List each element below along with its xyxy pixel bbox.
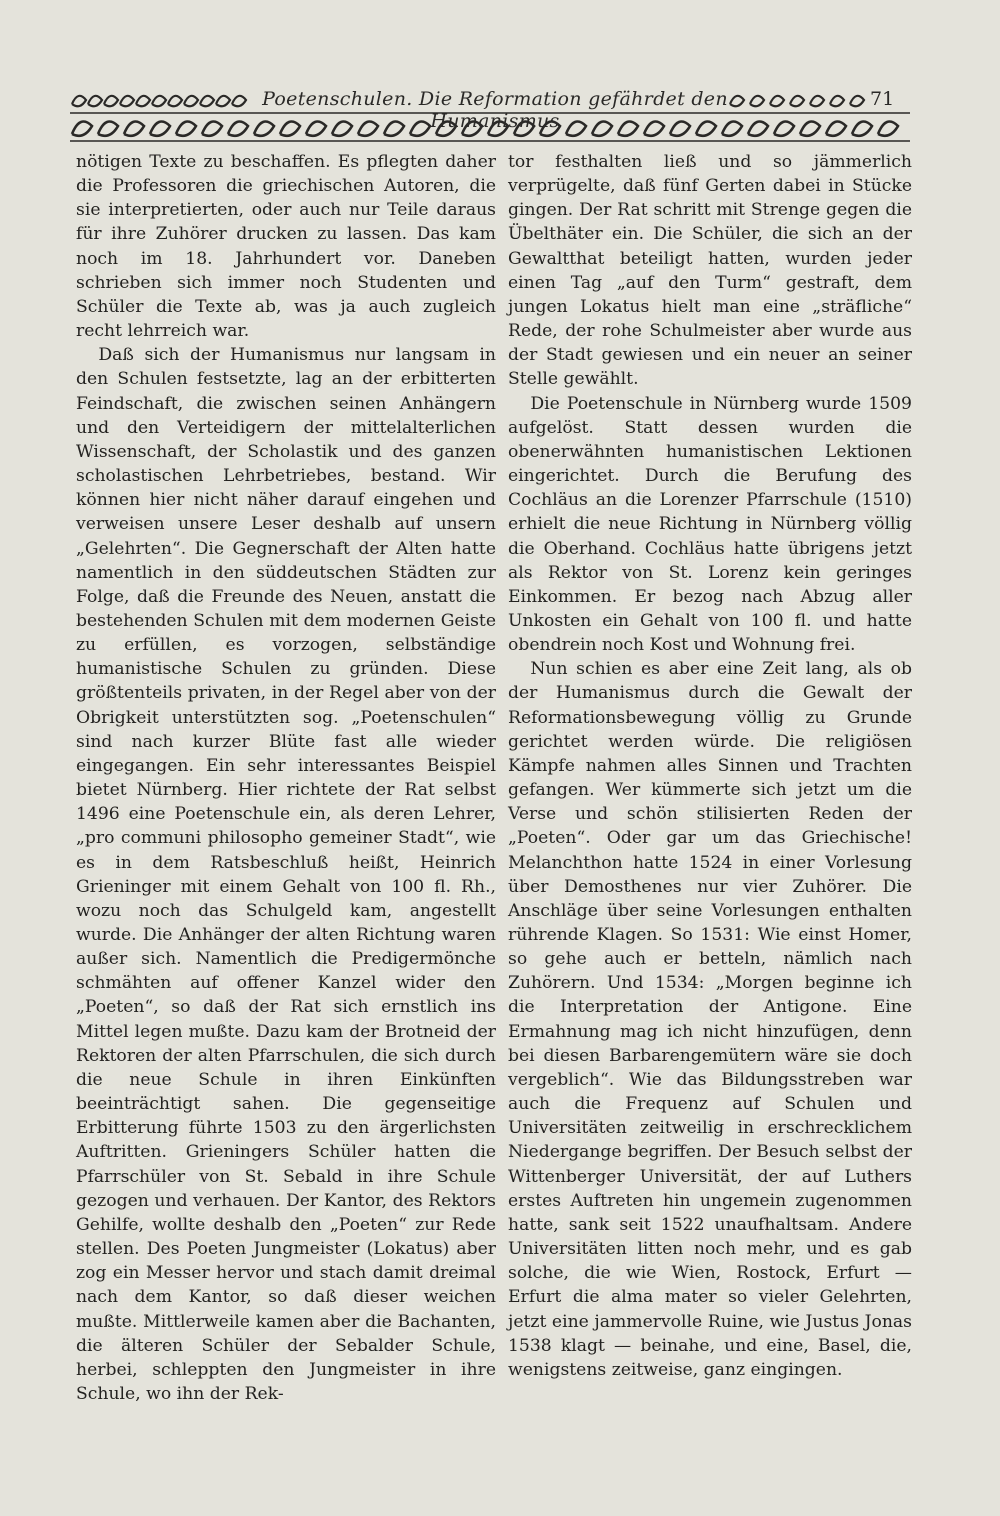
page-number: 71 (870, 88, 895, 110)
paragraph: Die Poetenschule in Nürnberg wurde 1509 aufgelöst. Statt dessen wurden die obenerwähnten humanistischen Lektionen eingerichtet. Durch die Berufung des Cochläus an die Lorenzer Pfarrschule (1510) erhielt die neue Richtung in Nürnberg völlig die Oberhand. Cochläus hatte übrigens jetzt als Rektor von St. Lorenz kein geringes Einkommen. Er bezog nach Abzug aller Unkosten ein Gehalt von 100 fl. und hatte obendrein noch Kost und Wohnung frei. (508, 393, 912, 656)
right-column (508, 150, 912, 1382)
paragraph: tor festhalten ließ und so jämmerlich verprügelte, daß fünf Gerten dabei in Stücke gingen. Der Rat schritt mit Strenge gegen die Übelthäter ein. Die Schüler, die sich an der Gewaltthat beteiligt hatten, wurden jeder einen Tag „auf den Turm“ gestraft, dem jungen Lokatus hielt man eine „sträfliche“ Rede, der rohe Schulmeister aber wurde aus der Stadt gewiesen und ein neuer an seiner Stelle gewählt. (508, 152, 912, 390)
left-column (76, 150, 496, 1406)
paragraph: nötigen Texte zu beschaffen. Es pflegten daher die Professoren die griechischen Autoren, die sie interpretierten, oder auch nur Teile daraus für ihre Zuhörer drucken zu lassen. Das kam noch im 18. Jahrhundert vor. Daneben schrieben sich immer noch Studenten und Schüler die Texte ab, was ja auch zugleich recht lehrreich war. (76, 152, 496, 342)
header-ornament-band (70, 110, 910, 144)
paragraph: Nun schien es aber eine Zeit lang, als ob der Humanismus durch die Gewalt der Reformationsbewegung völlig zu Grunde gerichtet werden würde. Die religiösen Kämpfe nahmen alles Sinnen und Trachten gefangen. Wer kümmerte sich jetzt um die Verse und schön stilisierten Reden der „Poeten“. Oder gar um das Griechische! Melanchthon hatte 1524 in einer Vorlesung über Demosthenes nur vier Zuhörer. Die Anschläge über seine Vorlesungen enthalten rührende Klagen. So 1531: Wie einst Homer, so gehe auch er betteln, nämlich nach Zuhörern. Und 1534: „Morgen beginne ich die Interpretation der Antigone. Eine Ermahnung mag ich nicht hinzufügen, denn bei diesen Barbarengemütern wäre sie doch vergeblich“. Wie das Bildungsstreben war auch die Frequenz auf Schulen und Universitäten zeitweilig in erschrecklichem Niedergange begriffen. Der Besuch selbst der Wittenberger Universität, der auf Luthers erstes Auftreten hin ungemein zugenommen hatte, sank seit 1522 unaufhaltsam. Andere Universitäten litten noch mehr, und es gab solche, die wie Wien, Rostock, Erfurt — Erfurt die alma mater so vieler Gelehrten, jetzt eine jammervolle Ruine, wie Justus Jonas 1538 klagt — beinahe, und eine, Basel, die, wenigstens zeitweise, ganz eingingen. (508, 659, 912, 1380)
running-title: Poetenschulen. Die Reformation gefährdet den Humanismus (262, 88, 728, 132)
header-ornament-right (728, 90, 868, 110)
paragraph: Daß sich der Humanismus nur langsam in den Schulen festsetzte, lag an der erbitterten Feindschaft, die zwischen seinen Anhängern und den Verteidigern der mittelalterlichen Wissenschaft, der Scholastik und des ganzen scholastischen Lehrbetriebes, bestand. Wir können hier nicht näher darauf eingehen und verweisen unsere Leser deshalb auf unsern „Gelehrten“. Die Gegnerschaft der Alten hatte namentlich in den süddeutschen Städten zur Folge, daß die Freunde des Neuen, anstatt die bestehenden Schulen mit dem modernen Geiste zu erfüllen, es vorzogen, selbständige humanistische Schulen zu gründen. Diese größtenteils privaten, in der Regel aber von der Obrigkeit unterstützten sog. „Poetenschulen“ sind nach kurzer Blüte fast alle wieder eingegangen. Ein sehr interessantes Beispiel bietet Nürnberg. Hier richtete der Rat selbst 1496 eine Poetenschule ein, als deren Lehrer, „pro communi philosopho gemeiner Stadt“, wie es in dem Ratsbeschluß heißt, Heinrich Grieninger mit einem Gehalt von 100 fl. Rh., wozu noch das Schulgeld kam, angestellt wurde. Die Anhänger der alten Richtung waren außer sich. Namentlich die Predigermönche schmähten auf offener Kanzel wider den „Poeten“, so daß der Rat sich ernstlich ins Mittel legen mußte. Dazu kam der Brotneid der Rektoren der alten Pfarrschulen, die sich durch die neue Schule in ihren Einkünften beeinträchtigt sahen. Die gegenseitige Erbitterung führte 1503 zu den ärgerlichsten Auftritten. Grieningers Schüler hatten die Pfarrschüler von St. Sebald in ihre Schule gezogen und verhauen. Der Kantor, des Rektors Gehilfe, wollte deshalb den „Poeten“ zur Rede stellen. Des Poeten Jungmeister (Lokatus) aber zog ein Messer hervor und stach damit dreimal nach dem Kantor, so daß dieser weichen mußte. Mittlerweile kamen aber die Bachanten, die älteren Schüler der Sebalder Schule, herbei, schleppten den Jungmeister in ihre Schule, wo ihn der Rek- (76, 345, 496, 1404)
page-header (70, 88, 910, 148)
header-ornament-left (70, 90, 260, 110)
